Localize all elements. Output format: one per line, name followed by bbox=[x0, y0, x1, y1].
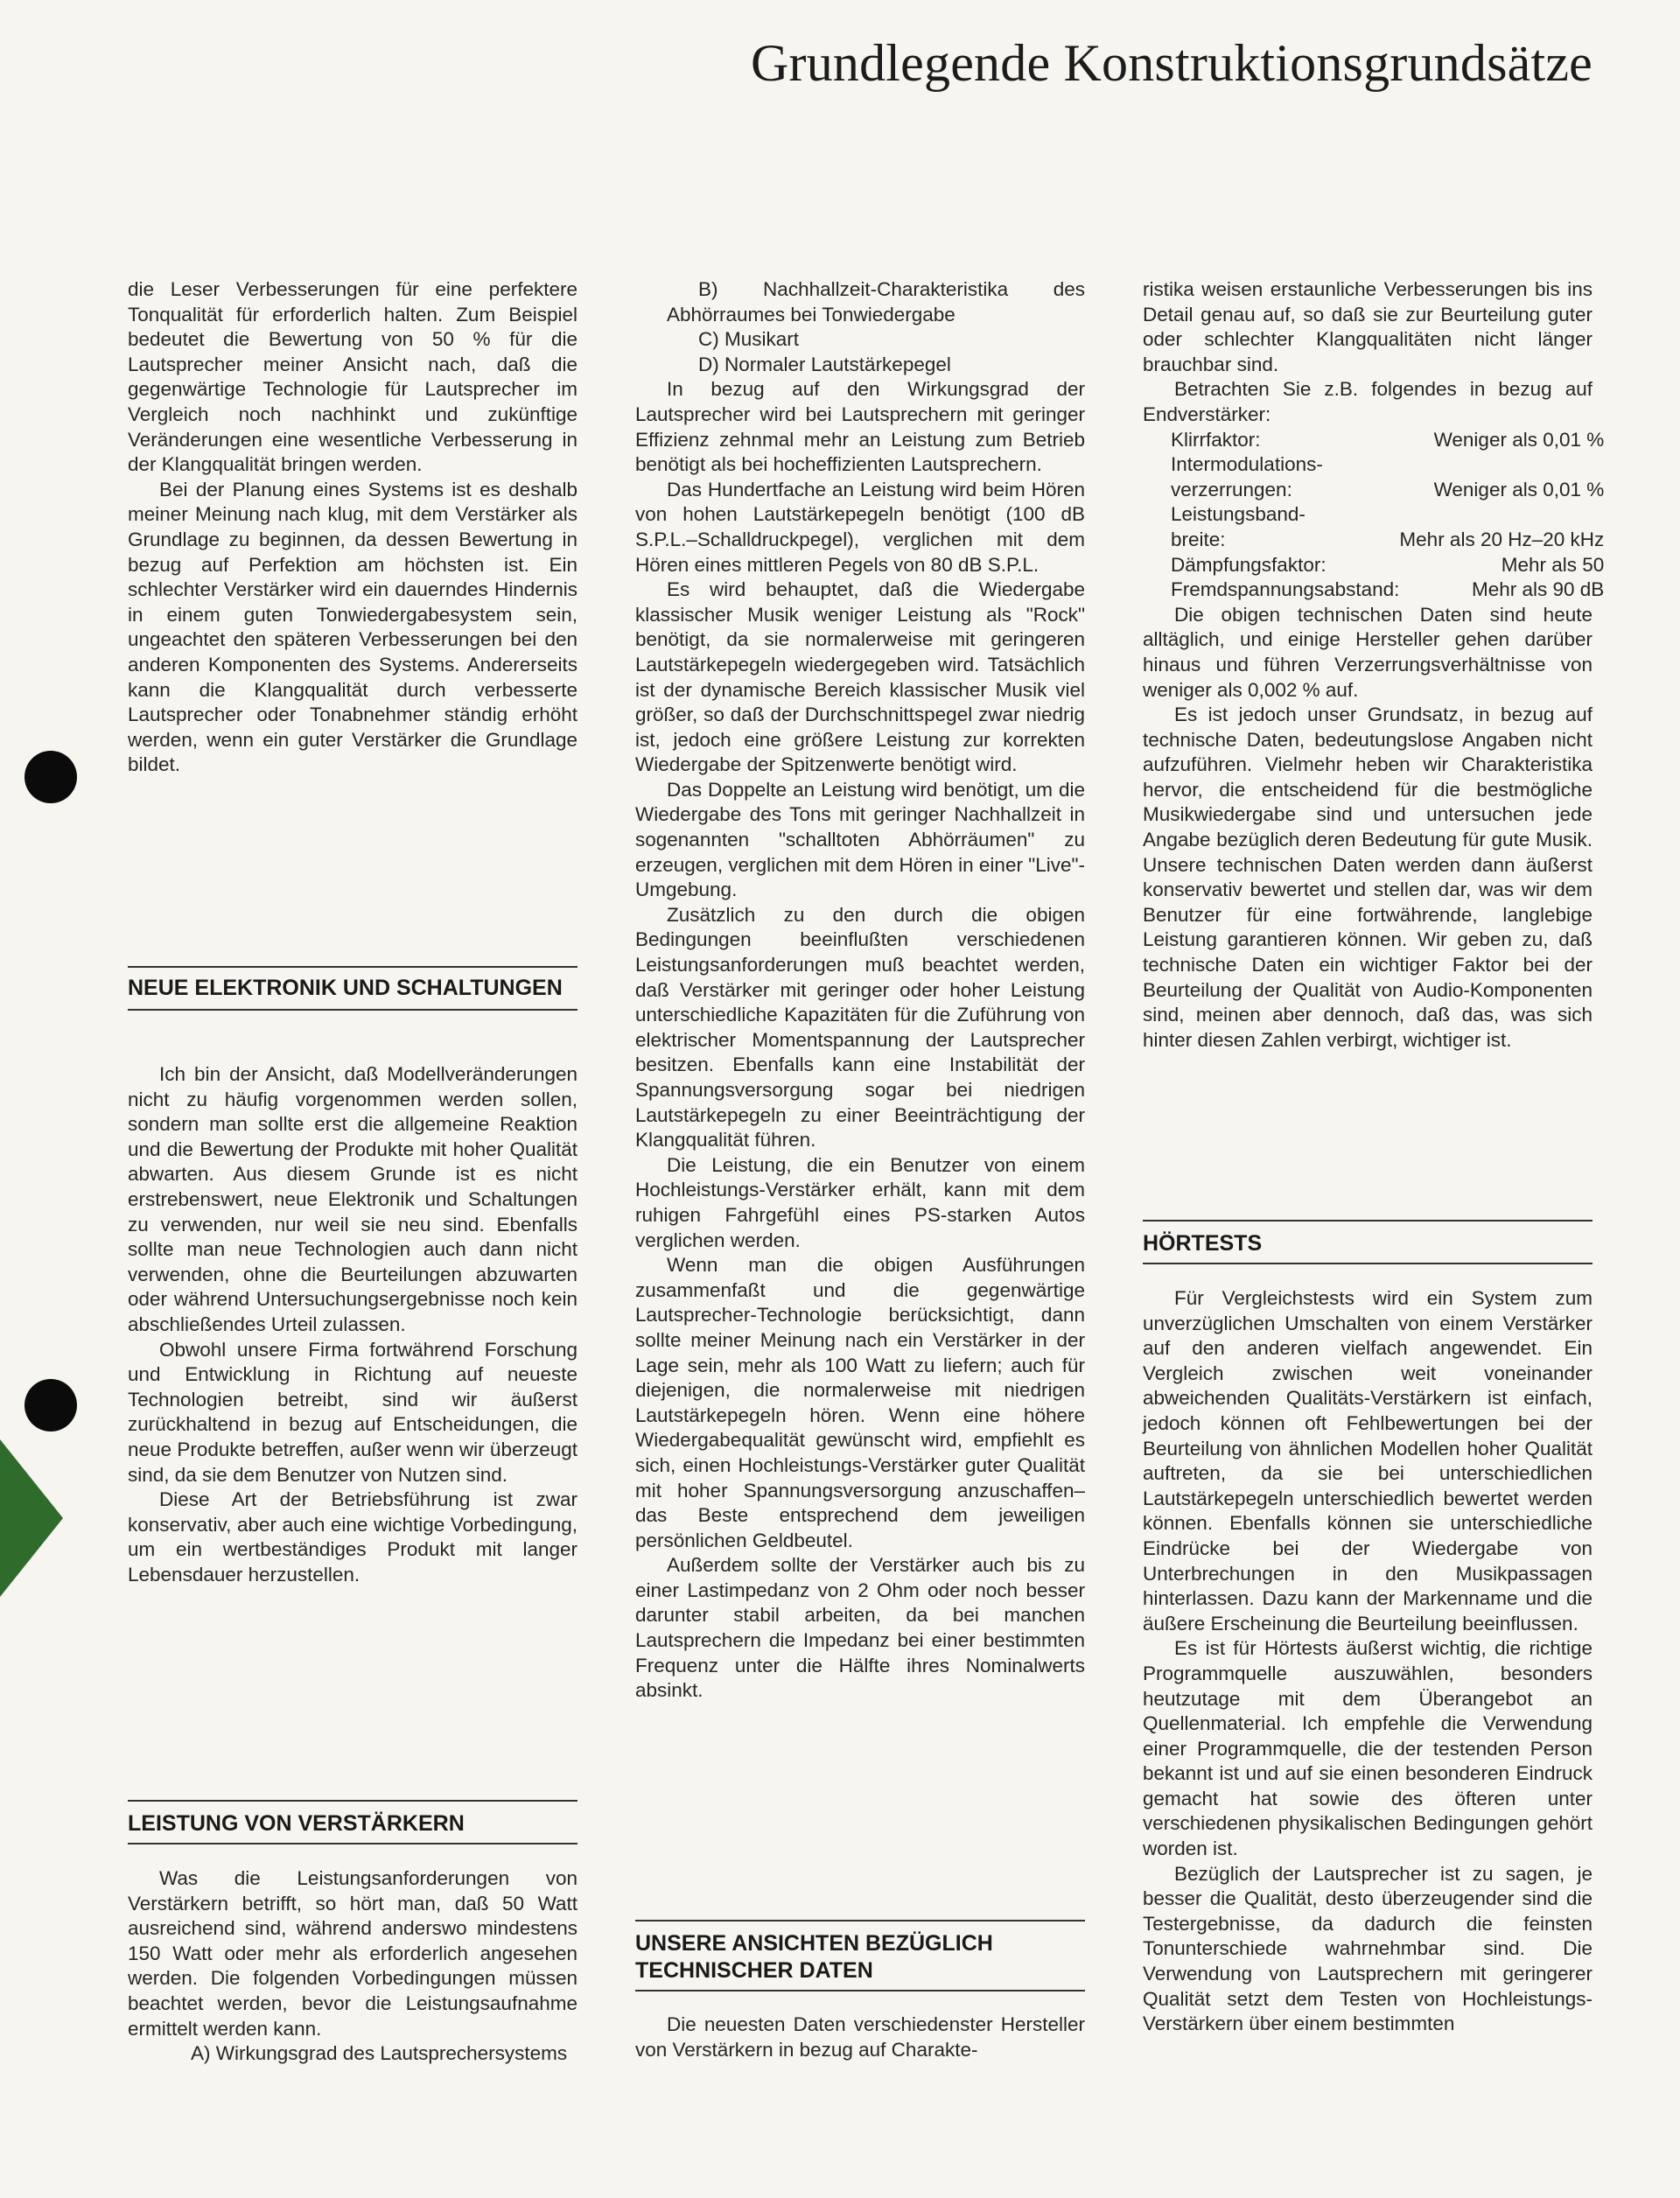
column-2-body bbox=[635, 277, 1085, 1704]
paragraph: Die obigen technischen Daten sind heute alltäglich, und einige Hersteller gehen darüber hinaus und führen Verzerrungsverhältnisse von weniger als 0,002 % auf. bbox=[1143, 603, 1592, 701]
spec-label: Dämpfungsfaktor: bbox=[1171, 553, 1326, 576]
column-2-section-3 bbox=[635, 2012, 1085, 2062]
section-heading-neue-elektronik bbox=[128, 966, 578, 1011]
paragraph: In bezug auf den Wirkungsgrad der Lautsprecher wird bei Lautsprechern mit geringer Effizienz zehnmal mehr an Leistung zum Betrieb benötigt als bei hocheffizienten Lautsprechern. bbox=[635, 378, 1085, 476]
spec-value: Weniger als 0,01 % bbox=[1433, 428, 1605, 451]
column-3-body bbox=[1143, 277, 1605, 1053]
paragraph: Was die Leistungsanforderungen von Verstärkern betrifft, so hört man, daß 50 Watt ausreichend sind, während anderswo mindestens 150 Watt oder mehr als erforderlich angesehen werden. Die folgenden Vorbedingungen müssen beachtet werden, bevor die Leistungsaufnahme ermittelt werden kann. bbox=[128, 1867, 578, 2040]
green-tab-marker bbox=[0, 1439, 63, 1597]
spec-value: Weniger als 0,01 % bbox=[1433, 478, 1605, 500]
spec-label: Klirrfaktor: bbox=[1171, 428, 1261, 451]
section-heading-text: HÖRTESTS bbox=[1143, 1231, 1263, 1256]
list-item: B) Nachhallzeit-Charakteristika des Abhörraumes bei Tonwiedergabe bbox=[667, 278, 1085, 326]
paragraph: Diese Art der Betriebsführung ist zwar konservativ, aber auch eine wichtige Vorbedingung, um ein wertbeständiges Produkt mit langer Lebensdauer herzustellen. bbox=[128, 1488, 578, 1586]
section-heading-leistung bbox=[128, 1800, 578, 1844]
paragraph: Für Vergleichstests wird ein System zum unverzüglichen Umschalten von einem Verstärker auf den anderen vielfach angewendet. Ein Vergleich zwischen weit voneinander abweichenden Qualitäts-Verstärkern ist einfach, jedoch können oft Fehlbewertungen bei der Beurteilung von ähnlichen Modellen hoher Qualität auftreten, da sie bei unterschiedlichen Lautstärkepegeln unterschiedlich bewertet werden können. Ebenfalls können sie unterschiedliche Eindrücke bei der Wiedergabe von Unterbrechungen in den Musikpassagen hinterlassen. Dazu kann der Markenname und die äußere Erscheinung die Beurteilung beeinflussen. bbox=[1143, 1287, 1592, 1634]
paragraph: Bezüglich der Lautsprecher ist zu sagen, je besser die Qualität, desto überzeugender sind die Testergebnisse, da dadurch die feinsten Tonunterschiede wahrnehmbar sind. Die Verwendung von Lautsprechern mit geringerer Qualität setzt dem Testen von Hochleistungs-Verstärkern über einem bestimmten bbox=[1143, 1862, 1592, 2035]
paragraph: Das Hundertfache an Leistung wird beim Hören von hohen Lautstärkepegeln benötigt (100 dB S.P.L.–Schalldruckpegel), verglichen mit dem Hören eines mittleren Pegels von 80 dB S.P.L. bbox=[635, 478, 1085, 576]
paragraph: Das Doppelte an Leistung wird benötigt, um die Wiedergabe des Tons mit geringer Nachhallzeit in sogenannten "schalltoten Abhörräumen" zu erzeugen, verglichen mit dem Hören in einer "Live"-Umgebung. bbox=[635, 778, 1085, 901]
list-item: C) Musikart bbox=[698, 328, 800, 351]
paragraph: Zusätzlich zu den durch die obigen Bedingungen beeinflußten verschiedenen Leistungsanforderungen muß beachtet werden, daß Verstärker mit geringer oder hoher Leistung unterschiedliche Kapazitäten für die Zuführung von elektrischer Momentspannung der Lautsprecher besitzen. Ebenfalls kann eine Instabilität der Spannungsversorgung sogar bei niedrigen Lautstärkepegeln zu einer Beeinträchtigung der Klangqualität führen. bbox=[635, 903, 1085, 1152]
column-1-section-1 bbox=[128, 1062, 578, 1587]
section-heading-text: UNSERE ANSICHTEN BEZÜGLICH TECHNISCHER DATEN bbox=[635, 1931, 993, 1983]
spec-label: Fremdspannungsabstand: bbox=[1171, 578, 1400, 601]
column-3-section-4 bbox=[1143, 1286, 1592, 2037]
paragraph: Ich bin der Ansicht, daß Modellveränderungen nicht zu häufig vorgenommen werden sollen, sondern man sollte erst die allgemeine Reaktion und die Bewertung der Produkte mit hoher Qualität abwarten. Aus diesem Grunde ist es nicht erstrebenswert, neue Elektronik und Schaltungen zu verwenden, nur weil sie neu sind. Ebenfalls sollte man neue Technologien auch dann nicht verwenden, ohne die Beurteilungen abzuwarten oder während Untersuchungsergebnisse noch kein abschließendes Urteil zulassen. bbox=[128, 1063, 578, 1335]
paragraph: ristika weisen erstaunliche Verbesserungen bis ins Detail genau auf, so daß sie zur Beurteilung guter oder schlechter Klangqualitäten nicht länger brauchbar sind. bbox=[1143, 278, 1592, 375]
section-heading-hoertests bbox=[1143, 1220, 1592, 1264]
spec-label: Intermodulations- bbox=[1171, 453, 1323, 476]
spec-table bbox=[1143, 428, 1604, 603]
paragraph: Bei der Planung eines Systems ist es deshalb meiner Meinung nach klug, mit dem Verstärker als Grundlage zu beginnen, da dessen Bewertung in bezug auf Perfektion am höchsten ist. Ein schlechter Verstärker wird ein dauerndes Hindernis in einem guten Tonwiedergabesystem sein, ungeachtet den späteren Verbesserungen bei den anderen Komponenten des Systems. Andererseits kann die Klangqualität durch verbesserte Lautsprecher oder Tonabnehmer ständig erhöht werden, wenn ein guter Verstärker die Grundlage bildet. bbox=[128, 478, 578, 776]
spec-row bbox=[1143, 553, 1604, 578]
spec-label: verzerrungen: bbox=[1171, 478, 1292, 500]
spec-row bbox=[1143, 578, 1604, 603]
section-heading-text: LEISTUNG VON VERSTÄRKERN bbox=[128, 1811, 465, 1836]
paragraph: Betrachten Sie z.B. folgendes in bezug auf Endverstärker: bbox=[1143, 378, 1592, 425]
paragraph: Obwohl unsere Firma fortwährend Forschung und Entwicklung in Richtung auf neueste Technologien betreibt, sind wir äußerst zurückhaltend in bezug auf Entscheidungen, die neue Produkte betreffen, außer wenn wir überzeugt sind, da sie dem Benutzer von Nutzen sind. bbox=[128, 1338, 578, 1486]
paragraph: Die Leistung, die ein Benutzer von einem Hochleistungs-Verstärker erhält, kann mit dem ruhigen Fahrgefühl eines PS-starken Autos verglichen werden. bbox=[635, 1153, 1085, 1251]
paragraph: die Leser Verbesserungen für eine perfektere Tonqualität für erforderlich halten. Zum Beispiel bedeutet die Bewertung von 50 % für die Lautsprecher meiner Ansicht nach, daß die gegenwärtige Technologie für Lautsprecher im Vergleich noch nachhinkt und zukünftige Veränderungen eine wesentliche Verbesserung in der Klangqualität bringen werden. bbox=[128, 278, 578, 476]
spec-row bbox=[1143, 528, 1604, 553]
column-1-section-2 bbox=[128, 1866, 578, 2067]
paragraph: Es ist für Hörtests äußerst wichtig, die richtige Programmquelle auszuwählen, besonders heutzutage mit dem Überangebot an Quellenmaterial. Ich empfehle die Verwendung einer Programmquelle, die der testenden Person bekannt ist und auf sie einen besonderen Eindruck gemacht hat sowie des öfteren unter verschiedenen physikalischen Bedingungen gehört worden ist. bbox=[1143, 1637, 1592, 1860]
spec-row bbox=[1143, 502, 1604, 528]
paragraph: Außerdem sollte der Verstärker auch bis zu einer Lastimpedanz von 2 Ohm oder noch besser darunter stabil arbeiten, da bei manchen Lautsprechern die Impedanz bei einer bestimmten Frequenz unter die Hälfte ihres Nominalwerts absinkt. bbox=[635, 1554, 1085, 1702]
list-item: D) Normaler Lautstärkepegel bbox=[698, 353, 951, 375]
paragraph: Es ist jedoch unser Grundsatz, in bezug auf technische Daten, bedeutungslose Angaben nicht aufzuführen. Vielmehr heben wir Charakteristika hervor, die entscheidend für die bestmögliche Musikwiedergabe sind und untersuchen jede Angabe bezüglich deren Bedeutung für gute Musik. Unsere technischen Daten werden dann äußerst konservativ bewertet und stellen dar, was wir dem Benutzer für eine fortwährende, langlebige Leistung garantieren können. Wir geben zu, daß technische Daten ein wichtiger Faktor bei der Beurteilung der Qualität von Audio-Komponenten sind, meinen aber dennoch, daß das, was sich hinter diesen Zahlen verbirgt, wichtiger ist. bbox=[1143, 704, 1592, 1051]
list-item: A) Wirkungsgrad des Lautsprechersystems bbox=[191, 2042, 568, 2065]
spec-value: Mehr als 50 bbox=[1501, 553, 1605, 576]
spec-label: breite: bbox=[1171, 528, 1226, 550]
page-title: Grundlegende Konstruktionsgrundsätze bbox=[751, 34, 1592, 92]
spec-value bbox=[1399, 452, 1604, 478]
spec-value bbox=[1399, 502, 1604, 528]
spec-value: Mehr als 90 dB bbox=[1471, 578, 1605, 601]
paragraph: Die neuesten Daten verschiedenster Hersteller von Verstärkern in bezug auf Charakte- bbox=[635, 2013, 1085, 2061]
spec-row bbox=[1143, 452, 1604, 478]
spec-label: Leistungsband- bbox=[1171, 503, 1306, 526]
paragraph: Es wird behauptet, daß die Wiedergabe klassischer Musik weniger Leistung als "Rock" benötigt, da sie normalerweise mit geringeren Lautstärkepegeln wiedergegeben wird. Tatsächlich ist der dynamische Bereich klassischer Musik viel größer, so daß der Durchschnittspegel zwar niedrig ist, jedoch eine größere Leistung zur korrekten Wiedergabe der Spitzenwerte benötigt wird. bbox=[635, 578, 1085, 776]
paragraph: Wenn man die obigen Ausführungen zusammenfaßt und die gegenwärtige Lautsprecher-Technologie berücksichtigt, dann sollte meiner Meinung nach ein Verstärker in der Lage sein, mehr als 100 Watt zu liefern; auch für diejenigen, die normalerweise mit niedrigen Lautstärkepegeln hören. Wenn eine höhere Wiedergabequalität gewünscht wird, empfiehlt es sich, einen Hochleistungs-Verstärker guter Qualität mit hoher Spannungsversorgung anzuschaffen–das Beste entsprechend dem jeweiligen persönlichen Geldbeutel. bbox=[635, 1254, 1085, 1551]
section-heading-text: NEUE ELEKTRONIK UND SCHALTUNGEN bbox=[128, 976, 563, 1000]
binder-hole-top bbox=[24, 751, 77, 803]
section-heading-technische-daten bbox=[635, 1920, 1085, 1992]
spec-row bbox=[1143, 428, 1604, 453]
binder-hole-bottom bbox=[24, 1379, 77, 1432]
column-1-intro bbox=[128, 277, 578, 778]
spec-value: Mehr als 20 Hz–20 kHz bbox=[1399, 528, 1605, 550]
spec-row bbox=[1143, 478, 1604, 503]
